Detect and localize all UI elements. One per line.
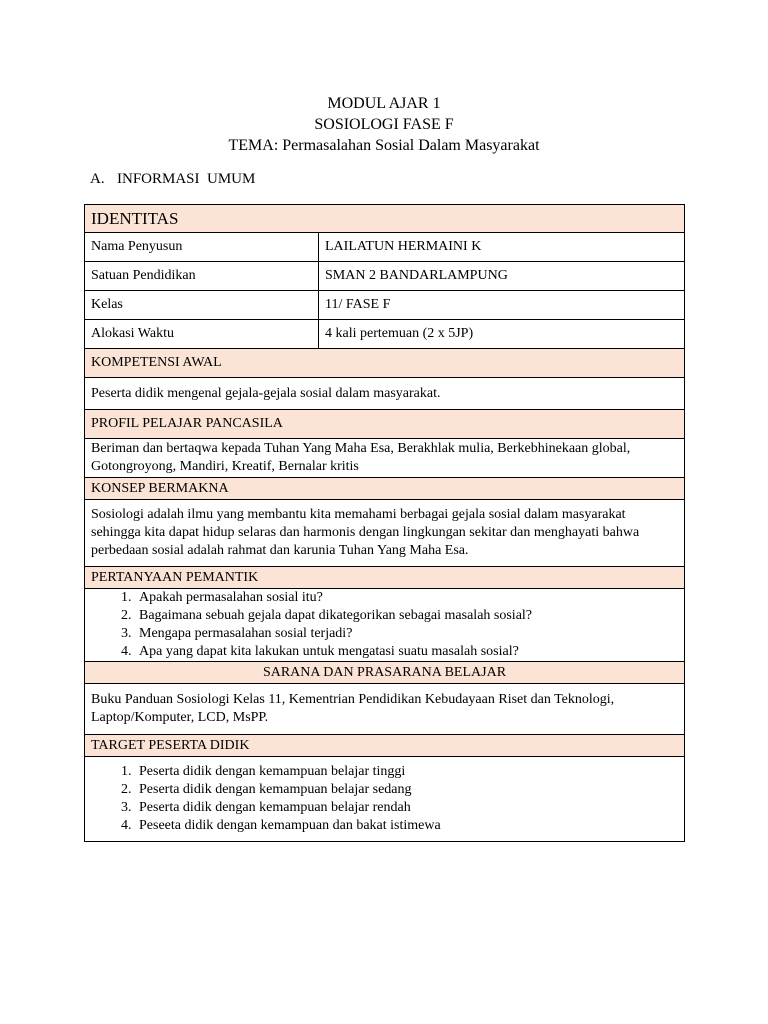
row-key: Nama Penyusun	[85, 233, 319, 262]
target-body-row	[85, 757, 685, 842]
list-item: 1. Peserta didik dengan kemampuan belajar tinggi	[135, 763, 678, 781]
section-heading-informasi-umum	[90, 171, 255, 188]
list-item: 2. Bagaimana sebuah gejala dapat dikategorikan sebagai masalah sosial?	[135, 607, 678, 625]
konsep-bermakna-heading: KONSEP BERMAKNA	[85, 478, 685, 500]
row-value: SMAN 2 BANDARLAMPUNG	[319, 262, 685, 291]
identitas-heading: IDENTITAS	[85, 205, 685, 233]
pertanyaan-pemantik-list	[91, 589, 678, 661]
table-row	[85, 262, 685, 291]
konsep-bermakna-header-row	[85, 478, 685, 500]
pertanyaan-pemantik-header-row	[85, 567, 685, 589]
table-row	[85, 291, 685, 320]
konsep-bermakna-body-row	[85, 500, 685, 567]
section-letter: A.	[90, 171, 105, 187]
target-heading: TARGET PESERTA DIDIK	[85, 735, 685, 757]
pertanyaan-pemantik-heading: PERTANYAAN PEMANTIK	[85, 567, 685, 589]
table-row	[85, 233, 685, 262]
row-key: Kelas	[85, 291, 319, 320]
kompetensi-awal-header-row	[85, 349, 685, 378]
identitas-header-row	[85, 205, 685, 233]
title-line-3: TEMA: Permasalahan Sosial Dalam Masyarakat	[228, 137, 540, 154]
target-header-row	[85, 735, 685, 757]
kompetensi-awal-body-row	[85, 378, 685, 410]
title-line-1: MODUL AJAR 1	[327, 95, 441, 112]
profil-pelajar-body-row	[85, 439, 685, 478]
table-row	[85, 320, 685, 349]
row-value: LAILATUN HERMAINI K	[319, 233, 685, 262]
list-item: 4. Peseeta didik dengan kemampuan dan bakat istimewa	[135, 817, 678, 835]
kompetensi-awal-text: Peserta didik mengenal gejala-gejala sosial dalam masyarakat.	[85, 378, 685, 410]
list-item: 1. Apakah permasalahan sosial itu?	[135, 589, 678, 607]
list-item: 2. Peserta didik dengan kemampuan belajar sedang	[135, 781, 678, 799]
profil-pelajar-text: Beriman dan bertaqwa kepada Tuhan Yang Maha Esa, Berakhlak mulia, Berkebhinekaan global, Gotongroyong, Mandiri, Kreatif, Bernalar kritis	[85, 439, 685, 478]
list-item: 4. Apa yang dapat kita lakukan untuk mengatasi suatu masalah sosial?	[135, 643, 678, 661]
target-cell	[85, 757, 685, 842]
profil-pelajar-header-row	[85, 410, 685, 439]
title-line-2: SOSIOLOGI FASE F	[314, 116, 454, 133]
sarana-text: Buku Panduan Sosiologi Kelas 11, Kementrian Pendidikan Kebudayaan Riset dan Teknologi, Laptop/Komputer, LCD, MsPP.	[85, 684, 685, 735]
identitas-table	[84, 204, 685, 842]
konsep-bermakna-text: Sosiologi adalah ilmu yang membantu kita memahami berbagai gejala sosial dalam masyarakat sehingga kita dapat hidup selaras dan harmonis dengan lingkungan sekitar dan menghayati bahwa perbedaan sosial adalah rahmat dan karunia Tuhan Yang Maha Esa.	[85, 500, 685, 567]
row-value: 4 kali pertemuan (2 x 5JP)	[319, 320, 685, 349]
row-key: Alokasi Waktu	[85, 320, 319, 349]
row-value: 11/ FASE F	[319, 291, 685, 320]
list-item: 3. Peserta didik dengan kemampuan belajar rendah	[135, 799, 678, 817]
section-label: INFORMASI UMUM	[117, 171, 256, 187]
pertanyaan-pemantik-cell	[85, 589, 685, 662]
profil-pelajar-heading: PROFIL PELAJAR PANCASILA	[85, 410, 685, 439]
target-list	[91, 763, 678, 835]
row-key: Satuan Pendidikan	[85, 262, 319, 291]
pertanyaan-pemantik-body-row	[85, 589, 685, 662]
sarana-header-row	[85, 662, 685, 684]
document-title	[0, 93, 768, 156]
sarana-heading: SARANA DAN PRASARANA BELAJAR	[85, 662, 685, 684]
kompetensi-awal-heading: KOMPETENSI AWAL	[85, 349, 685, 378]
sarana-body-row	[85, 684, 685, 735]
list-item: 3. Mengapa permasalahan sosial terjadi?	[135, 625, 678, 643]
